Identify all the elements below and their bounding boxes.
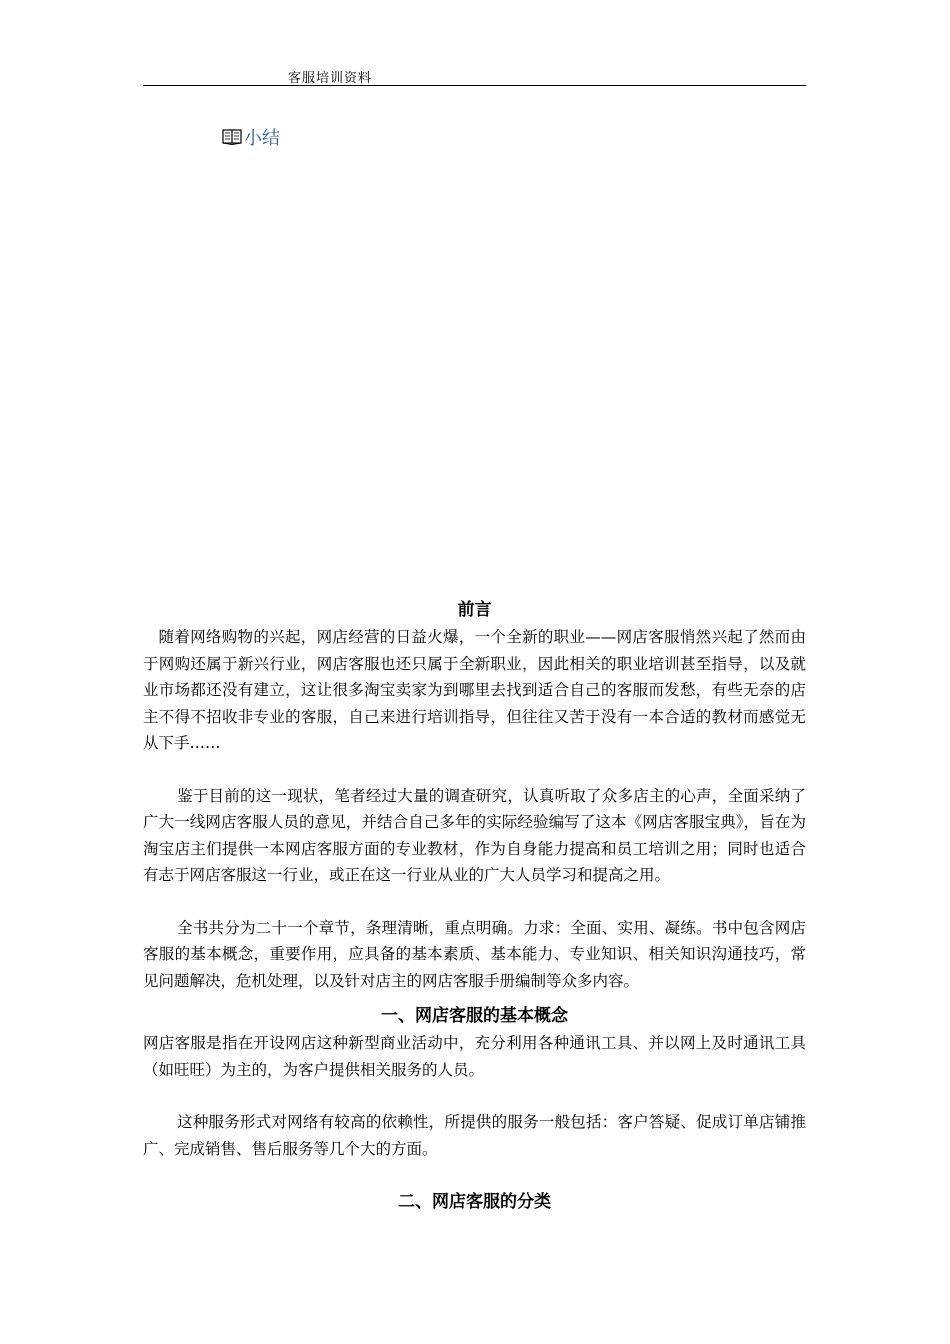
toc-link-summary[interactable]: 小结 [244,128,280,149]
document-body [143,596,806,1216]
preface-paragraph-2: 鉴于目前的这一现状，笔者经过大量的调查研究，认真听取了众多店主的心声，全面采纳了广大一线网店客服人员的意见，并结合自己多年的实际经验编写了这本《网店客服宝典》，旨在为淘宝店主们提供一本网店客服方面的专业教材，作为自身能力提高和员工培训之用；同时也适合有志于网店客服这一行业，或正在这一行业从业的广大人员学习和提高之用。 [143,786,806,884]
book-icon [222,129,242,145]
preface-paragraph-3: 全书共分为二十一个章节，条理清晰，重点明确。力求：全面、实用、凝练。书中包含网店客服的基本概念，重要作用，应具备的基本素质、基本能力、专业知识、相关知识沟通技巧，常见问题解决，危机处理，以及针对店主的网店客服手册编制等众多内容。 [143,918,806,990]
section2-heading: 二、网店客服的分类 [398,1192,551,1212]
preface-heading: 前言 [457,600,492,620]
section1-paragraph-2: 这种服务形式对网络有较高的依赖性，所提供的服务一般包括：客户答疑、促成订单店铺推广、完成销售、售后服务等几个大的方面。 [143,1113,806,1158]
preface-paragraph-1: 随着网络购物的兴起，网店经营的日益火爆，一个全新的职业——网店客服悄然兴起了然而由于网购还属于新兴行业，网店客服也还只属于全新职业，因此相关的职业培训甚至指导，以及就业市场都还没有建立，这让很多淘宝卖家为到哪里去找到适合自己的客服而发愁，有些无奈的店主不得不招收非专业的客服，自己来进行培训指导，但往往又苦于没有一本合适的教材而感觉无从下手…… [143,628,806,752]
section1-paragraph-1: 网店客服是指在开设网店这种新型商业活动中，充分利用各种通讯工具、并以网上及时通讯工具（如旺旺）为主的，为客户提供相关服务的人员。 [143,1034,806,1079]
running-header: 客服培训资料 [288,71,373,86]
section1-heading: 一、网店客服的基本概念 [381,1006,568,1026]
toc-entry[interactable] [222,124,280,150]
header-rule [143,85,806,86]
